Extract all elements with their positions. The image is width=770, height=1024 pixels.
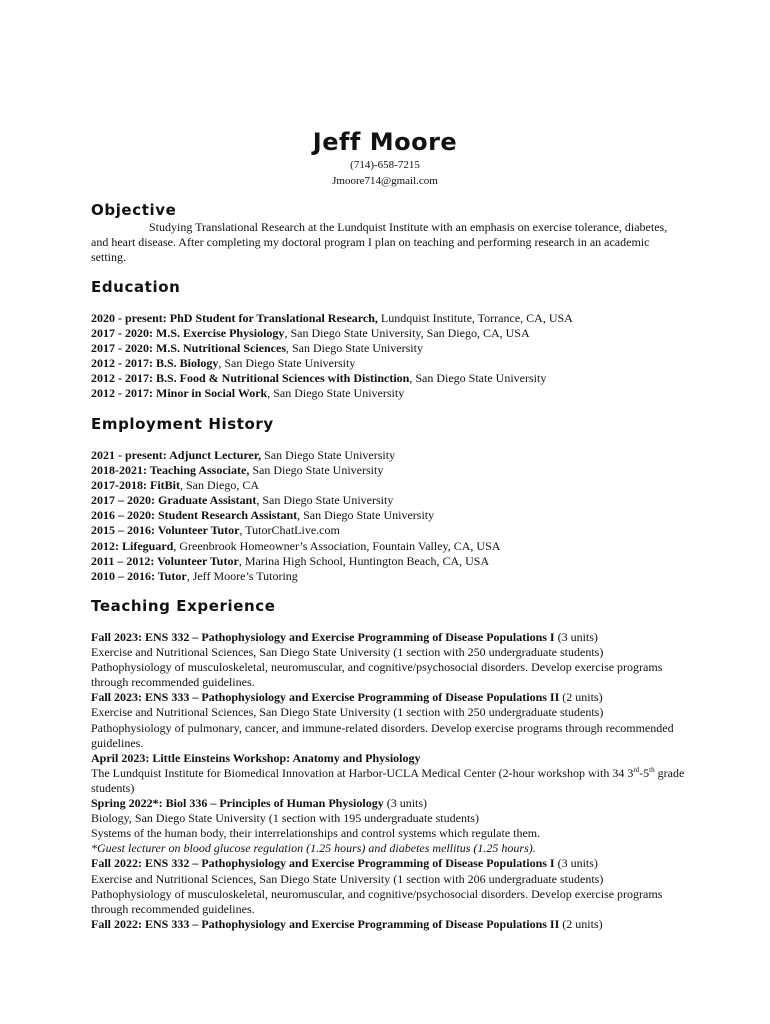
education-heading: Education bbox=[91, 278, 181, 296]
course-units: (3 units) bbox=[554, 630, 598, 644]
course-title-line bbox=[91, 796, 691, 811]
employment-item-title: 2017 – 2020: Graduate Assistant bbox=[91, 493, 257, 508]
employment-item-title: 2016 – 2020: Student Research Assistant bbox=[91, 508, 298, 523]
course-title-line bbox=[91, 856, 691, 871]
employment-item-detail: , TutorChatLive.com bbox=[239, 523, 340, 538]
ordinal-suffix: rd bbox=[633, 765, 640, 774]
course-title-line bbox=[91, 751, 691, 766]
employment-item bbox=[91, 569, 691, 584]
employment-item bbox=[91, 478, 691, 493]
education-item-detail: , San Diego State University, San Diego, CA, USA bbox=[284, 326, 530, 341]
email-address: Jmoore714@gmail.com bbox=[332, 175, 438, 187]
employment-item-title: 2021 - present: Adjunct Lecturer, bbox=[91, 448, 262, 462]
education-item bbox=[91, 341, 691, 356]
course-description: Systems of the human body, their interrelationships and control systems which regulate them. bbox=[91, 826, 541, 841]
education-item bbox=[91, 371, 691, 386]
education-item bbox=[91, 386, 691, 401]
employment-item-title: 2015 – 2016: Volunteer Tutor bbox=[91, 523, 240, 538]
education-item-detail: , San Diego State University bbox=[285, 341, 423, 356]
course-title: Fall 2022: ENS 332 – Pathophysiology and Exercise Programming of Disease Populations I bbox=[91, 856, 555, 871]
education-item-detail: , San Diego State University bbox=[267, 386, 405, 401]
employment-item bbox=[91, 493, 691, 508]
course-title: Spring 2022*: Biol 336 – Principles of Human Physiology bbox=[91, 796, 384, 811]
education-item-detail: , San Diego State University bbox=[409, 371, 547, 386]
employment-item bbox=[91, 554, 691, 569]
employment-item bbox=[91, 508, 691, 523]
employment-item-title: 2012: Lifeguard bbox=[91, 538, 174, 553]
course-description: Pathophysiology of musculoskeletal, neuromuscular, and cognitive/psychosocial disorders. Develop exercise programs through recommended guidelines. bbox=[91, 660, 663, 690]
ordinal-suffix: th bbox=[649, 765, 655, 774]
employment-item-title: 2017-2018: FitBit bbox=[91, 478, 180, 493]
employment-item-detail: , Jeff Moore’s Tutoring bbox=[186, 568, 298, 583]
workshop-description: -5 bbox=[639, 765, 650, 780]
course-note: *Guest lecturer on blood glucose regulation (1.25 hours) and diabetes mellitus (1.25 hours). bbox=[91, 841, 536, 856]
employment-item bbox=[91, 523, 691, 538]
employment-heading: Employment History bbox=[91, 415, 274, 433]
employment-item-title: 2018-2021: Teaching Associate, bbox=[91, 463, 250, 478]
course-description: Pathophysiology of pulmonary, cancer, and immune-related disorders. Develop exercise programs through recommended guidelines. bbox=[91, 720, 674, 750]
education-item bbox=[91, 311, 691, 326]
education-item bbox=[91, 356, 691, 371]
course-title: Fall 2023: ENS 333 – Pathophysiology and Exercise Programming of Disease Populations II bbox=[91, 690, 560, 705]
course-department: Exercise and Nutritional Sciences, San Diego State University (1 section with 250 undergraduate students) bbox=[91, 645, 604, 660]
employment-item bbox=[91, 463, 691, 478]
education-item-title: 2012 - 2017: B.S. Biology bbox=[91, 356, 219, 371]
education-list bbox=[91, 311, 691, 402]
education-item-title: 2020 - present: PhD Student for Translational Research, bbox=[91, 311, 378, 325]
education-item-title: 2017 - 2020: M.S. Exercise Physiology bbox=[91, 326, 285, 341]
phone-number: (714)-658-7215 bbox=[350, 159, 420, 171]
employment-item-detail: , San Diego State University bbox=[297, 508, 435, 523]
employment-item-title: 2011 – 2012: Volunteer Tutor bbox=[91, 553, 239, 568]
objective-heading: Objective bbox=[91, 201, 177, 219]
course-title-line bbox=[91, 630, 691, 645]
course-units: (2 units) bbox=[559, 916, 603, 931]
teaching-list bbox=[91, 630, 691, 932]
course-title: Fall 2023: ENS 332 – Pathophysiology and Exercise Programming of Disease Populations I bbox=[91, 630, 555, 644]
course-units: (3 units) bbox=[554, 856, 598, 871]
course-title: April 2023: Little Einsteins Workshop: Anatomy and Physiology bbox=[91, 750, 421, 765]
education-item-title: 2012 - 2017: B.S. Food & Nutritional Sciences with Distinction bbox=[91, 371, 410, 386]
education-item-title: 2017 - 2020: M.S. Nutritional Sciences bbox=[91, 341, 286, 356]
course-title: Fall 2022: ENS 333 – Pathophysiology and Exercise Programming of Disease Populations II bbox=[91, 916, 560, 931]
course-department: Biology, San Diego State University (1 section with 195 undergraduate students) bbox=[91, 811, 479, 826]
employment-item-title: 2010 – 2016: Tutor bbox=[91, 568, 187, 583]
course-title-line bbox=[91, 917, 691, 932]
employment-item bbox=[91, 539, 691, 554]
employment-item-detail: , Marina High School, Huntington Beach, CA, USA bbox=[238, 553, 490, 568]
course-description: Pathophysiology of musculoskeletal, neuromuscular, and cognitive/psychosocial disorders. Develop exercise programs through recommended guidelines. bbox=[91, 886, 663, 916]
workshop-description: The Lundquist Institute for Biomedical Innovation at Harbor-UCLA Medical Center (2-hour workshop with 34 3 bbox=[91, 765, 634, 780]
employment-item-detail: San Diego State University bbox=[249, 463, 384, 478]
employment-item-detail: , San Diego, CA bbox=[180, 478, 259, 493]
education-item-detail: Lundquist Institute, Torrance, CA, USA bbox=[377, 311, 573, 325]
objective-text: Studying Translational Research at the Lundquist Institute with an emphasis on exercise tolerance, diabetes, and heart disease. After completing my doctoral program I plan on teaching and performing research in an academic setting. bbox=[91, 220, 668, 265]
course-department: Exercise and Nutritional Sciences, San Diego State University (1 section with 206 undergraduate students) bbox=[91, 871, 604, 886]
employment-item-detail: San Diego State University bbox=[261, 448, 396, 462]
course-units: (2 units) bbox=[559, 690, 603, 705]
course-units: (3 units) bbox=[383, 796, 428, 811]
education-item bbox=[91, 326, 691, 341]
education-item-title: 2012 - 2017: Minor in Social Work bbox=[91, 386, 268, 401]
teaching-heading: Teaching Experience bbox=[91, 597, 276, 615]
employment-item bbox=[91, 448, 691, 463]
employment-item-detail: , San Diego State University bbox=[256, 493, 394, 508]
course-title-line bbox=[91, 690, 691, 705]
candidate-name: Jeff Moore bbox=[312, 128, 458, 156]
workshop-description: grade students) bbox=[91, 765, 685, 795]
course-department: Exercise and Nutritional Sciences, San Diego State University (1 section with 250 undergraduate students) bbox=[91, 705, 604, 720]
employment-list bbox=[91, 448, 691, 584]
education-item-detail: , San Diego State University bbox=[218, 356, 356, 371]
employment-item-detail: , Greenbrook Homeowner’s Association, Fountain Valley, CA, USA bbox=[173, 538, 501, 553]
course-description bbox=[91, 766, 691, 796]
